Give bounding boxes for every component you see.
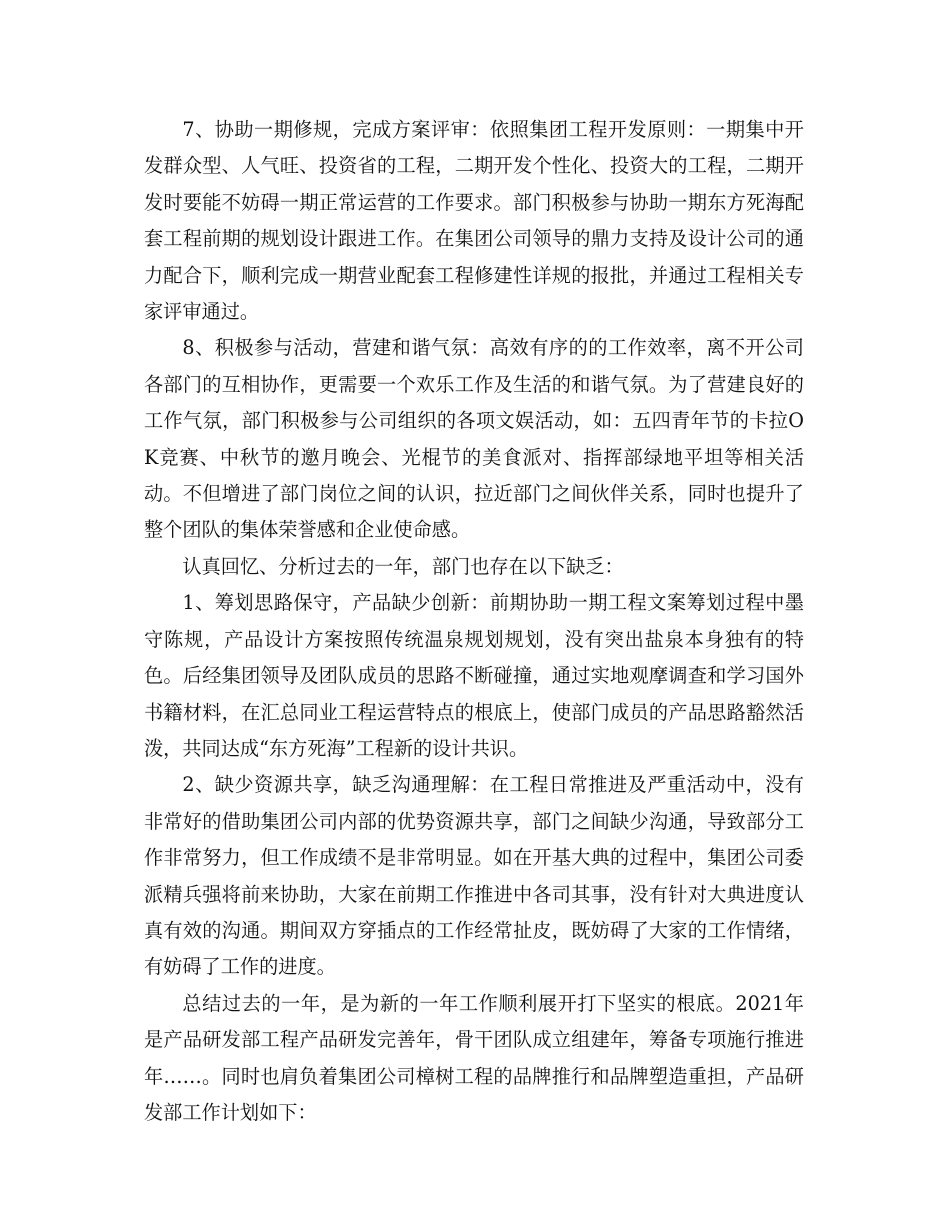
paragraph-item-8-activities: 8、积极参与活动，营建和谐气氛：高效有序的的工作效率，离不开公司各部门的互相协作，更需要一个欢乐工作及生活的和谐气氛。为了营建良好的工作气氛，部门积极参与公司组织的各项文娱活动，如：五四青年节的卡拉OK竞赛、中秋节的邀月晚会、光棍节的美食派对、指挥部绿地平坦等相关活动。不但增进了部门岗位之间的认识，拉近部门之间伙伴关系，同时也提升了整个团队的集体荣誉感和企业使命感。 [144, 336, 804, 542]
paragraph-shortcoming-2: 2、缺少资源共享，缺乏沟通理解：在工程日常推进及严重活动中，没有非常好的借助集团公司内部的优势资源共享，部门之间缺少沟通，导致部分工作非常努力，但工作成绩不是非常明显。如在开基大典的过程中，集团公司委派精兵强将前来协助，大家在前期工作推进中各司其事，没有针对大典进度认真有效的沟通。期间双方穿插点的工作经常扯皮，既妨碍了大家的工作情绪，有妨碍了工作的进度。 [144, 773, 804, 979]
paragraph-item-7-review: 7、协助一期修规，完成方案评审：依照集团工程开发原则：一期集中开发群众型、人气旺、投资省的工程，二期开发个性化、投资大的工程，二期开发时要能不妨碍一期正常运营的工作要求。部门积极参与协助一期东方死海配套工程前期的规划设计跟进工作。在集团公司领导的鼎力支持及设计公司的通力配合下，顺利完成一期营业配套工程修建性详规的报批，并通过工程相关专家评审通过。 [144, 118, 804, 324]
paragraph-shortcoming-1: 1、筹划思路保守，产品缺少创新：前期协助一期工程文案筹划过程中墨守陈规，产品设计方案按照传统温泉规划规划，没有突出盐泉本身独有的特色。后经集团领导及团队成员的思路不断碰撞，通过实地观摩调查和学习国外书籍材料，在汇总同业工程运营特点的根底上，使部门成员的产品思路豁然活泼，共同达成“东方死海”工程新的设计共识。 [144, 591, 804, 760]
paragraph-shortcomings-intro: 认真回忆、分析过去的一年，部门也存在以下缺乏： [182, 554, 624, 578]
document-body [144, 112, 804, 1131]
paragraph-summary-plan: 总结过去的一年，是为新的一年工作顺利展开打下坚实的根底。2021年是产品研发部工程产品研发完善年，骨干团队成立组建年，筹备专项施行推进年……。同时也肩负着集团公司樟树工程的品牌推行和品牌塑造重担，产品研发部工作计划如下： [144, 991, 804, 1124]
